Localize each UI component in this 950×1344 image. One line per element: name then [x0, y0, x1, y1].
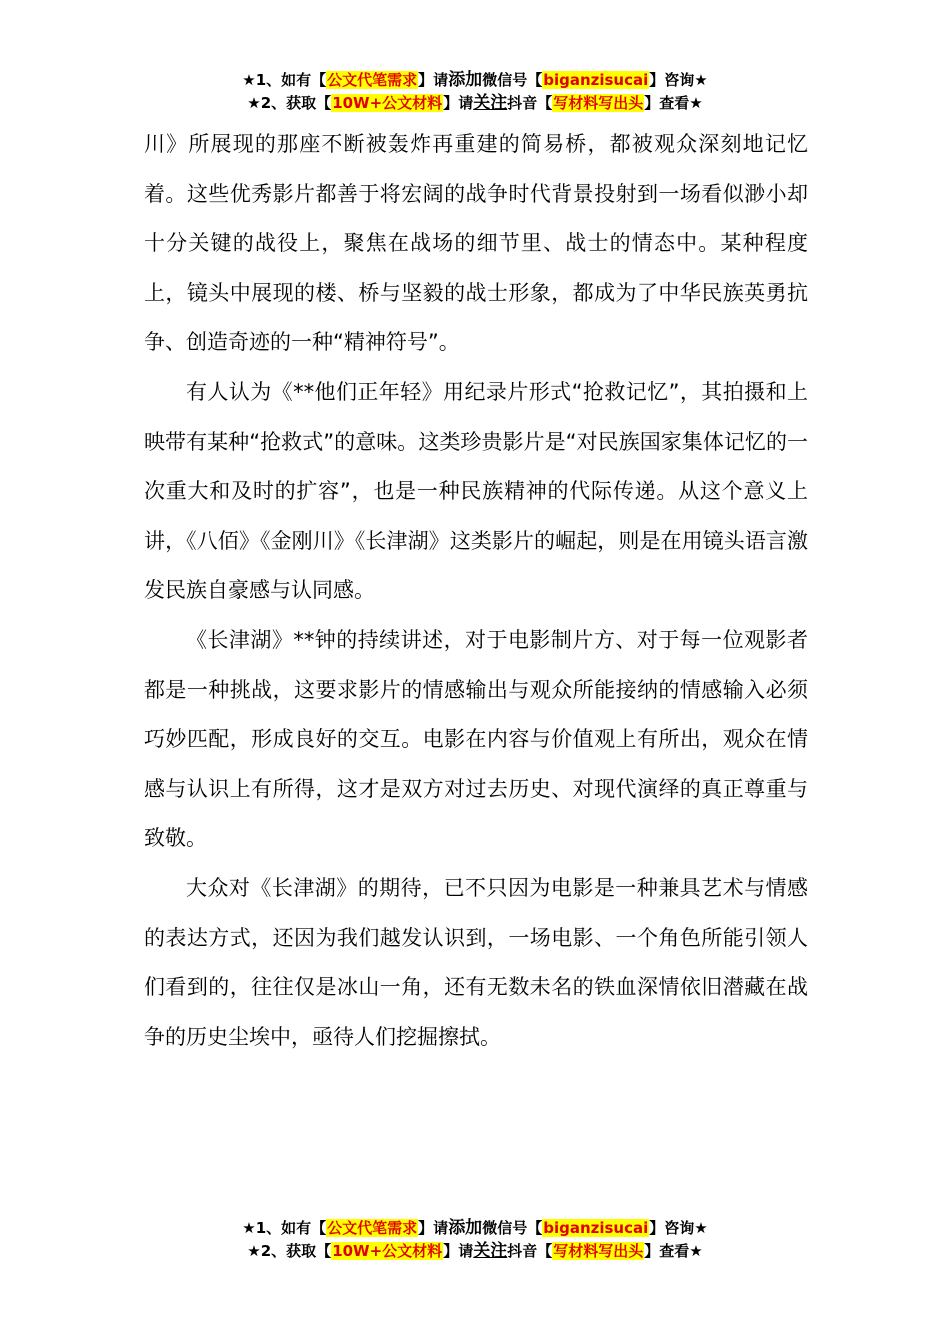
paragraph-1: 川》所展现的那座不断被轰炸再重建的简易桥，都被观众深刻地记忆着。这些优秀影片都善于将宏阔的战争时代背景投射到一场看似渺小却十分关键的战役上，聚焦在战场的细节里、战士的情态中。某种程度上，镜头中展现的楼、桥与坚毅的战士形象，都成为了中华民族英勇抗争、创造奇迹的一种“精神符号”。: [144, 132, 808, 355]
banner-line-2-mid: 】请: [443, 94, 474, 112]
paragraph-3: 《长津湖》**钟的持续讲述，对于电影制片方、对于每一位观影者都是一种挑战，这要求影片的情感输出与观众所能接纳的情感输入必须巧妙匹配，形成良好的交互。电影在内容与价值观上有所出，观众在情感与认识上有所得，这才是双方对过去历史、对现代演绎的真正尊重与致敬。: [144, 627, 808, 851]
footer-banner-line-2: [0, 1240, 950, 1263]
footer-line-1-mid: 】请: [418, 1219, 449, 1237]
footer-line-1-prefix: ★1、如有【: [242, 1219, 327, 1237]
banner-emphasis-follow: 关注: [473, 93, 508, 113]
banner-highlight-service: 公文代笔需求: [327, 71, 418, 89]
banner-line-2-mid2: 抖音【: [507, 94, 553, 112]
footer-banner: [0, 1217, 950, 1263]
footer-highlight-service: 公文代笔需求: [327, 1219, 418, 1237]
footer-line-2-prefix: ★2、获取【: [247, 1242, 332, 1260]
banner-highlight-wechat-id: biganzisucai: [543, 71, 649, 89]
footer-banner-line-1: [0, 1217, 950, 1240]
banner-highlight-douyin-id: 写材料写出头: [553, 94, 644, 112]
footer-line-2-mid: 】请: [443, 1242, 474, 1260]
banner-line-2-prefix: ★2、获取【: [247, 94, 332, 112]
footer-highlight-wechat-id: biganzisucai: [543, 1219, 649, 1237]
banner-line-1-suffix: 】咨询★: [649, 71, 708, 89]
document-body: [144, 120, 808, 1062]
header-banner: [0, 69, 950, 115]
footer-emphasis-follow: 关注: [473, 1241, 508, 1261]
footer-highlight-materials: 10W+公文材料: [332, 1242, 443, 1260]
footer-emphasis-add: 添加: [448, 1218, 483, 1238]
footer-line-1-suffix: 】咨询★: [649, 1219, 708, 1237]
banner-highlight-materials: 10W+公文材料: [332, 94, 443, 112]
banner-emphasis-add: 添加: [448, 70, 483, 90]
footer-highlight-douyin-id: 写材料写出头: [553, 1242, 644, 1260]
banner-line-2: [0, 92, 950, 115]
banner-line-1-mid: 】请: [418, 71, 449, 89]
paragraph-2: 有人认为《**他们正年轻》用纪录片形式“抢救记忆”，其拍摄和上映带有某种“抢救式”的意味。这类珍贵影片是“对民族国家集体记忆的一次重大和及时的扩容”，也是一种民族精神的代际传递。从这个意义上讲，《八佰》《金刚川》《长津湖》这类影片的崛起，则是在用镜头语言激发民族自豪感与认同感。: [144, 379, 808, 603]
banner-line-2-suffix: 】查看★: [644, 94, 703, 112]
banner-line-1: [0, 69, 950, 92]
footer-line-1-mid2: 微信号【: [482, 1219, 543, 1237]
banner-line-1-prefix: ★1、如有【: [242, 71, 327, 89]
footer-line-2-mid2: 抖音【: [507, 1242, 553, 1260]
banner-line-1-mid2: 微信号【: [482, 71, 543, 89]
footer-line-2-suffix: 】查看★: [644, 1242, 703, 1260]
paragraph-4: 大众对《长津湖》的期待，已不只因为电影是一种兼具艺术与情感的表达方式，还因为我们越发认识到，一场电影、一个角色所能引领人们看到的，往往仅是冰山一角，还有无数未名的铁血深情依旧潜藏在战争的历史尘埃中，亟待人们挖掘擦拭。: [144, 875, 808, 1049]
